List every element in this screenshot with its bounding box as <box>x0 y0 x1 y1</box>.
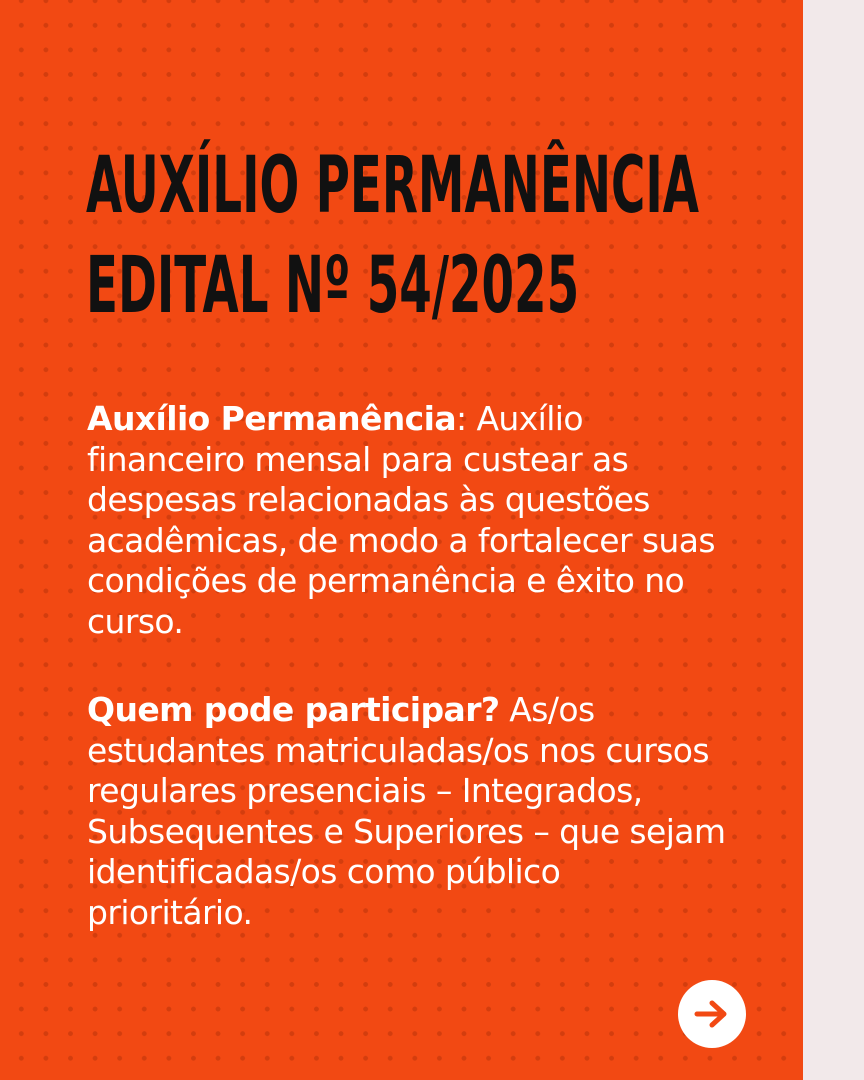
page-title <box>86 136 699 336</box>
description-text: : Auxílio financeiro mensal para custear as despesas relacionadas às questões acadêmicas, de modo a fortalecer suas condições de permanência e êxito no curso. <box>87 399 715 641</box>
eligibility-heading: Quem pode participar? <box>87 690 500 729</box>
next-slide-button[interactable] <box>678 980 746 1048</box>
eligibility-paragraph <box>87 690 727 933</box>
description-paragraph <box>87 399 727 642</box>
eligibility-text: As/os estudantes matriculadas/os nos cursos regulares presenciais – Integrados, Subsequentes e Superiores – que sejam identificadas/os como público prioritário. <box>87 690 726 932</box>
description-heading: Auxílio Permanência <box>87 399 457 438</box>
arrow-right-icon <box>694 999 730 1029</box>
title-line-1: AUXÍLIO PERMANÊNCIA <box>86 141 699 231</box>
side-strip <box>803 0 864 1080</box>
title-line-2: EDITAL Nº 54/2025 <box>86 241 580 331</box>
